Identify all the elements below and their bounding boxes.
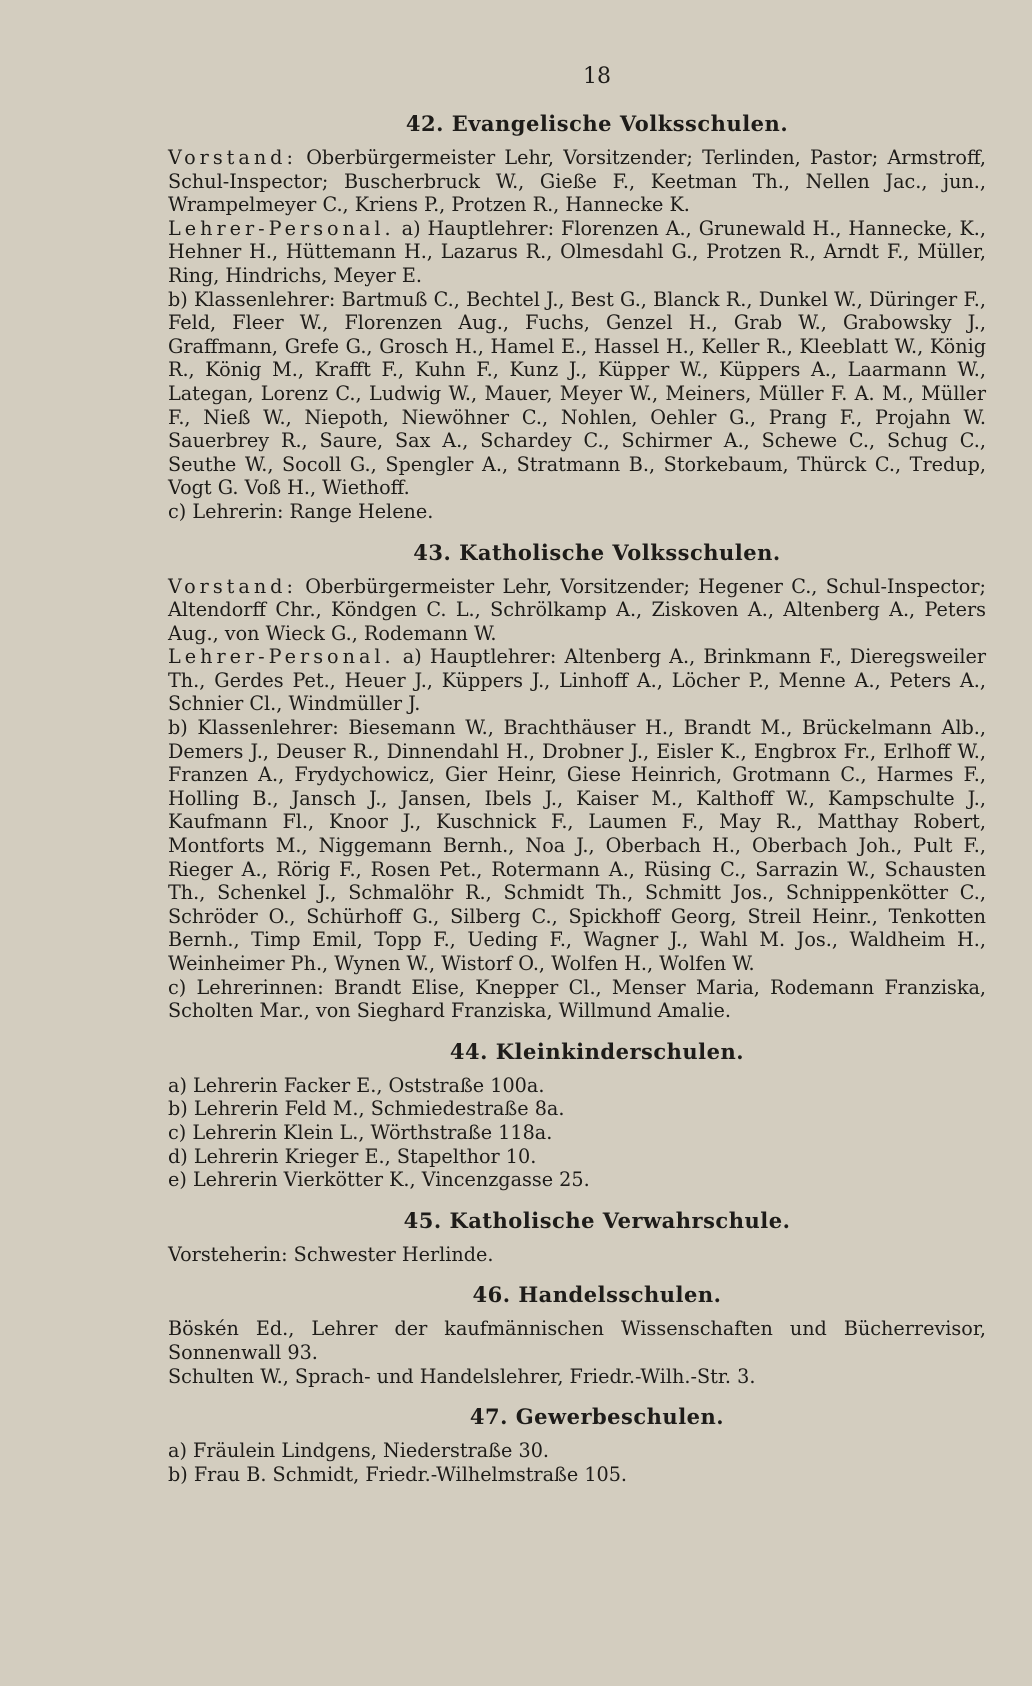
section-title: 44. Kleinkinderschulen. (449, 1038, 745, 1064)
section-title: 43. Katholische Volksschulen. (413, 539, 781, 565)
personal-label: Lehrer-Personal. (168, 216, 395, 240)
list-item: e) Lehrerin Vierkötter K., Vincenzgasse 25. (168, 1168, 590, 1192)
list-item: a) Lehrerin Facker E., Oststraße 100a. (168, 1073, 545, 1097)
section-title: 46. Handelsschulen. (472, 1282, 722, 1308)
personal-label: Lehrer-Personal. (168, 645, 395, 669)
section-46 (168, 1282, 986, 1388)
list-item: a) Fräulein Lindgens, Niederstraße 30. (168, 1439, 549, 1463)
vorstand-label: Vorstand: (168, 574, 297, 598)
section-42 (168, 111, 986, 524)
vorstand-text: Oberbürgermeister Lehr, Vorsitzender; Hegener C., Schul-Inspector; Altendorff Chr., Köndgen C. L., Schrölkamp A., Ziskoven A., Altenberg A., Peters Aug., von Wieck G., Rodemann W. (168, 574, 986, 645)
section-45 (168, 1208, 986, 1267)
list-item: Schulten W., Sprach- und Handelslehrer, Friedr.-Wilh.-Str. 3. (168, 1364, 756, 1388)
hauptlehrer-text: a) Hauptlehrer: Florenzen A., Grunewald H., Hannecke, K., Hehner H., Hüttemann H., Lazarus R., Olmesdahl G., Protzen R., Arndt F., Müller, Ring, Hindrichs, Meyer E. (168, 216, 986, 287)
hauptlehrer-paragraph (168, 217, 986, 288)
hauptlehrer-paragraph (168, 645, 986, 716)
section-title: 42. Evangelische Volksschulen. (405, 111, 789, 136)
klassenlehrer-paragraph: b) Klassenlehrer: Biesemann W., Brachthäuser H., Brandt M., Brückelmann Alb., Demers J., Deuser R., Dinnendahl H., Drobner J., Eisler K., Engbrox Fr., Erlhoff W., Franzen A., Frydychowicz, Gier Heinr, Giese Heinrich, Grotmann C., Harmes F., Holling B., Jansch J., Jansen, Ibels J., Kaiser M., Kalthoff W., Kampschulte J., Kaufmann Fl., Knoor J., Kuschnick F., Laumen F., May R., Matthay Robert, Montforts M., Niggemann Bernh., Noa J., Oberbach H., Oberbach Joh., Pult F., Rieger A., Rörig F., Rosen Pet., Rotermann A., Rüsing C., Sarrazin W., Schausten Th., Schenkel J., Schmalöhr R., Schmidt Th., Schmitt Jos., Schnippenkötter C., Schröder O., Schürhoff G., Silberg C., Spickhoff Georg, Streil Heinr., Tenkotten Bernh., Timp Emil, Topp F., Ueding F., Wagner J., Wahl M. Jos., Waldheim H., Weinheimer Ph., Wynen W., Wistorf O., Wolfen H., Wolfen W. (168, 716, 986, 975)
page-number: 18 (583, 64, 611, 89)
klassenlehrer-paragraph: b) Klassenlehrer: Bartmuß C., Bechtel J., Best G., Blanck R., Dunkel W., Düringer F., Feld, Fleer W., Florenzen Aug., Fuchs, Genzel H., Grab W., Grabowsky J., Graffmann, Grefe G., Grosch H., Hamel E., Hassel H., Keller R., Kleeblatt W., König R., König M., Krafft F., Kuhn F., Kunz J., Küpper W., Küppers A., Laarmann W., Lategan, Lorenz C., Ludwig W., Mauer, Meyer W., Meiners, Müller F. A. M., Müller F., Nieß W., Niepoth, Niewöhner C., Nohlen, Oehler G., Prang F., Projahn W. Sauerbrey R., Saure, Sax A., Schardey C., Schirmer A., Schewe C., Schug C., Seuthe W., Socoll G., Spengler A., Stratmann B., Storkebaum, Thürck C., Tredup, Vogt G. Voß H., Wiethoff. (168, 287, 986, 500)
vorstand-paragraph (168, 575, 986, 646)
section-44 (168, 1039, 986, 1192)
section-43 (168, 540, 986, 1023)
list-item: b) Lehrerin Feld M., Schmiedestraße 8a. (168, 1097, 565, 1121)
vorstand-text: Oberbürgermeister Lehr, Vorsitzender; Terlinden, Pastor; Armstroff, Schul-Inspector; Buscherbruck W., Gieße F., Keetman Th., Nellen Jac., jun., Wrampelmeyer C., Kriens P., Protzen R., Hannecke K. (168, 146, 986, 217)
list-item: c) Lehrerin Klein L., Wörthstraße 118a. (168, 1120, 553, 1144)
hauptlehrer-text: a) Hauptlehrer: Altenberg A., Brinkmann F., Dieregsweiler Th., Gerdes Pet., Heuer J., Küppers J., Linhoff A., Löcher P., Menne A., Peters A., Schnier Cl., Windmüller J. (168, 645, 986, 716)
vorsteherin-line: Vorsteherin: Schwester Herlinde. (168, 1242, 494, 1266)
list-item: d) Lehrerin Krieger E., Stapelthor 10. (168, 1144, 537, 1168)
list-item: b) Frau B. Schmidt, Friedr.-Wilhelmstraße 105. (168, 1462, 628, 1486)
section-title: 45. Katholische Verwahrschule. (403, 1207, 791, 1233)
list-item: Böskén Ed., Lehrer der kaufmännischen Wissenschaften und Bücherrevisor, Sonnenwall 93. (168, 1317, 986, 1364)
section-47 (168, 1404, 986, 1486)
vorstand-paragraph (168, 146, 986, 217)
lehrerinnen-paragraph: c) Lehrerinnen: Brandt Elise, Knepper Cl., Menser Maria, Rodemann Franziska, Scholten Mar., von Sieghard Franziska, Willmund Amalie. (168, 975, 986, 1023)
lehrerin-paragraph: c) Lehrerin: Range Helene. (168, 499, 434, 523)
vorstand-label: Vorstand: (168, 146, 297, 169)
section-title: 47. Gewerbeschulen. (469, 1404, 725, 1430)
